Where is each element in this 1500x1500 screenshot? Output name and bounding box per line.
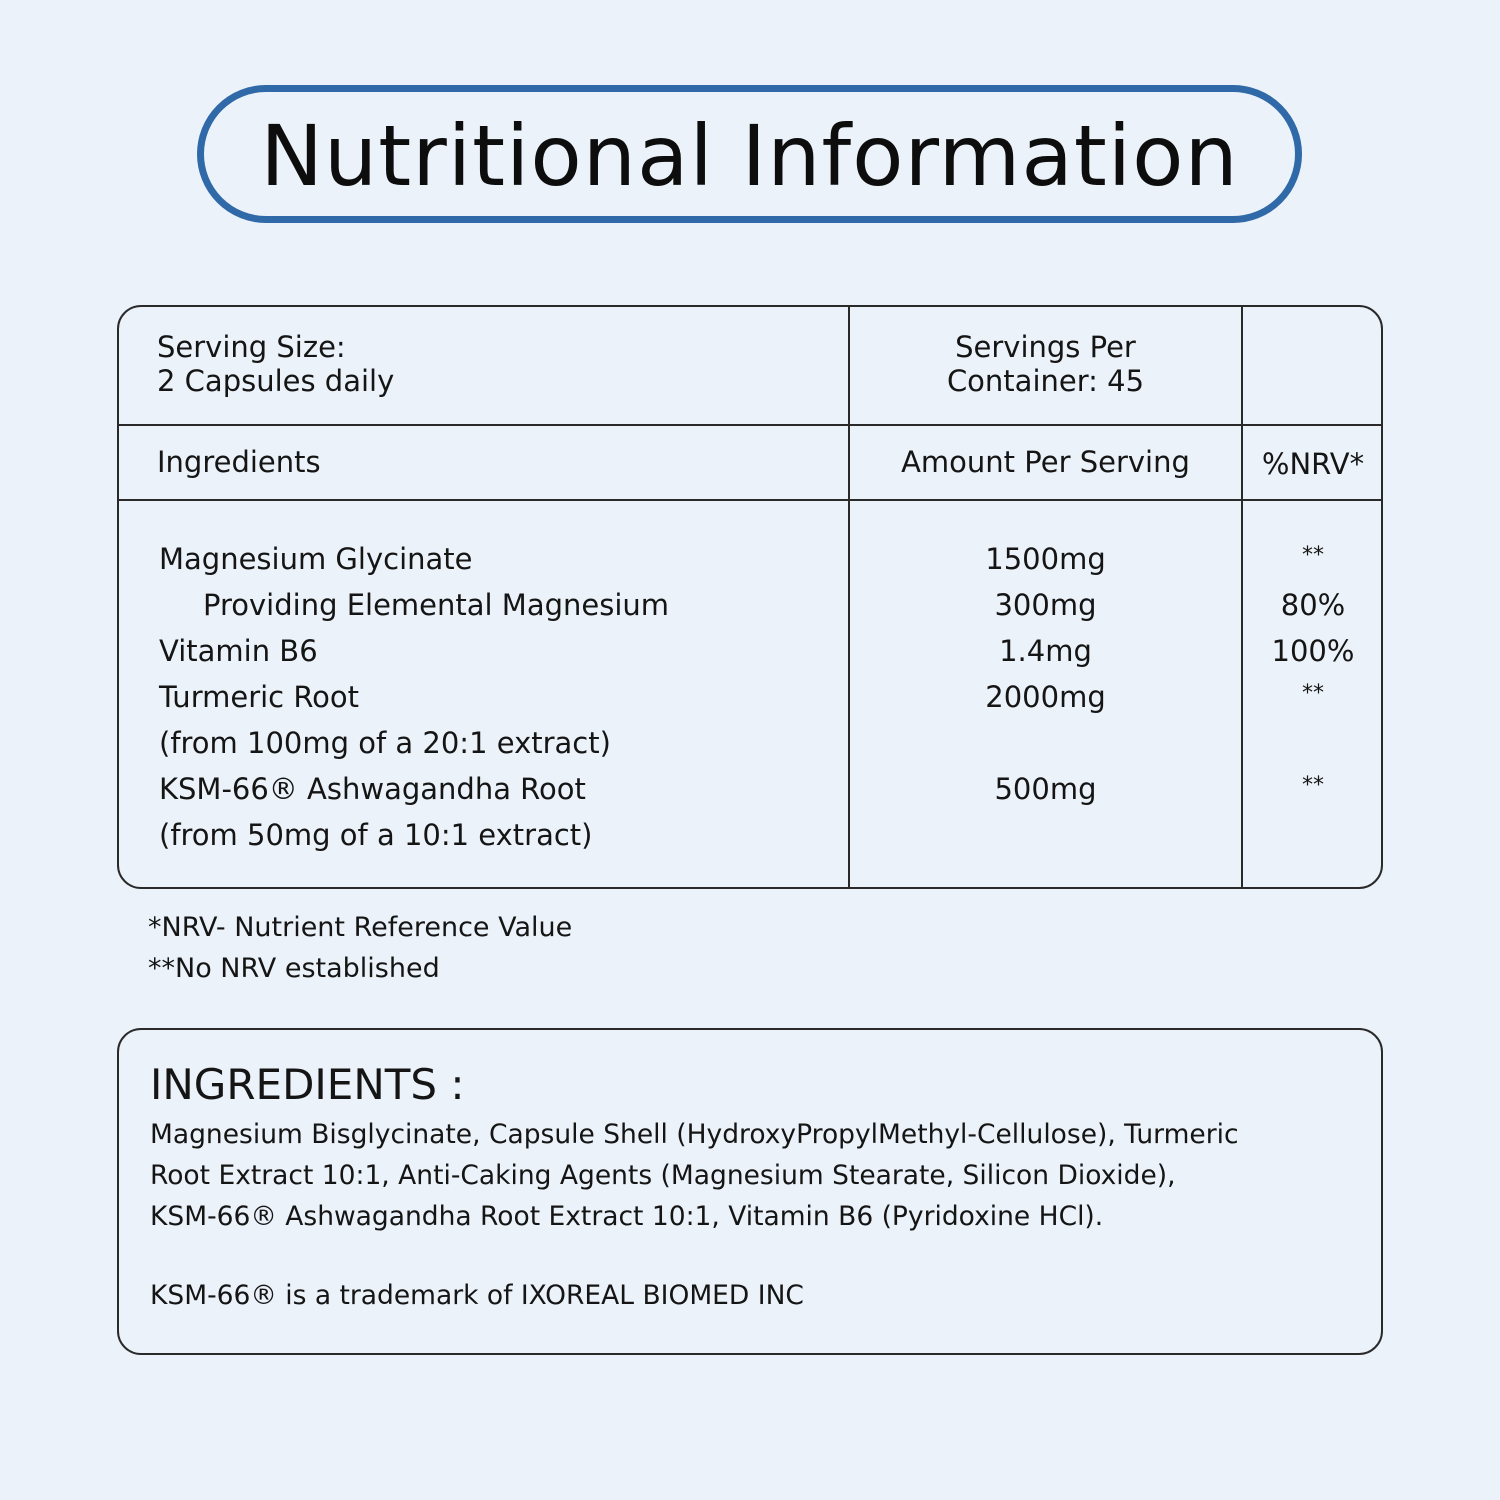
ingredient-nrv: ** <box>1302 773 1324 798</box>
footnote-no-nrv: **No NRV established <box>148 953 440 984</box>
ingredients-line: KSM-66® Ashwagandha Root Extract 10:1, Vitamin B6 (Pyridoxine HCl). <box>150 1201 1104 1232</box>
ingredient-amount: 1500mg <box>985 542 1106 576</box>
ingredient-name: Providing Elemental Magnesium <box>203 588 670 622</box>
servings-per-container <box>850 330 1241 398</box>
row-divider <box>119 499 1381 501</box>
ingredient-amount: 2000mg <box>985 680 1106 714</box>
ingredient-name: KSM-66® Ashwagandha Root <box>159 772 586 806</box>
ingredient-name: Vitamin B6 <box>159 634 318 668</box>
servings-per-value: Container: 45 <box>946 364 1145 398</box>
serving-size <box>157 330 394 398</box>
ingredient-amount: 500mg <box>994 772 1097 806</box>
ingredients-line: Root Extract 10:1, Anti-Caking Agents (Magnesium Stearate, Silicon Dioxide), <box>150 1160 1176 1191</box>
serving-size-value: 2 Capsules daily <box>157 364 395 398</box>
row-divider <box>119 424 1381 426</box>
ingredient-note: (from 100mg of a 20:1 extract) <box>159 726 611 760</box>
servings-per-label: Servings Per <box>955 330 1136 364</box>
footnotes <box>148 907 572 989</box>
ingredient-nrv: 80% <box>1280 588 1346 622</box>
ingredient-nrv: ** <box>1302 681 1324 706</box>
ingredient-nrv: 100% <box>1271 634 1355 668</box>
ingredients-line: Magnesium Bisglycinate, Capsule Shell (HydroxyPropylMethyl-Cellulose), Turmeric <box>150 1119 1239 1150</box>
ingredient-amount: 1.4mg <box>999 634 1092 668</box>
trademark-notice: KSM-66® is a trademark of IXOREAL BIOMED INC <box>150 1280 804 1311</box>
ingredient-name: Magnesium Glycinate <box>159 542 473 576</box>
ingredient-name: Turmeric Root <box>159 680 360 714</box>
serving-size-label: Serving Size: <box>157 330 346 364</box>
ingredients-panel <box>117 1028 1383 1355</box>
nutrition-facts-table <box>117 305 1383 889</box>
footnote-nrv: *NRV- Nutrient Reference Value <box>148 912 573 943</box>
title-banner <box>197 85 1302 223</box>
header-ingredients: Ingredients <box>157 445 321 479</box>
ingredients-heading: INGREDIENTS : <box>150 1060 465 1109</box>
ingredient-amount: 300mg <box>994 588 1097 622</box>
header-nrv: %NRV* <box>1261 447 1365 481</box>
ingredient-note: (from 50mg of a 10:1 extract) <box>159 818 593 852</box>
ingredients-list <box>150 1114 1350 1237</box>
ingredient-nrv: ** <box>1302 543 1324 568</box>
header-amount: Amount Per Serving <box>901 445 1190 479</box>
page-title: Nutritional Information <box>260 107 1239 205</box>
